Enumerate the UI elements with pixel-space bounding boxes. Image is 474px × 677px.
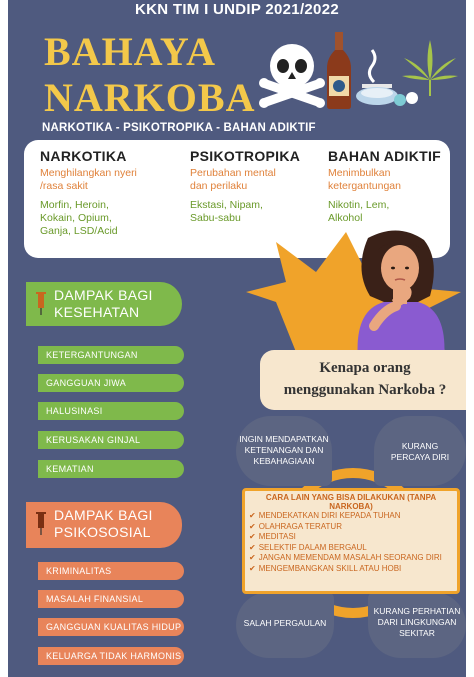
health-item: KETERGANTUNGAN: [38, 346, 184, 364]
example-line: Kokain, Opium,: [40, 212, 112, 224]
syringe-icon: [34, 290, 48, 316]
category-examples: [40, 199, 137, 238]
example-line: Sabu-sabu: [190, 212, 241, 224]
syringe-icon: [34, 510, 48, 536]
alternatives-box: [242, 488, 460, 594]
alternative-item: [249, 553, 453, 564]
alternative-item: [249, 511, 453, 522]
reason-line: KETENANGAN DAN: [244, 445, 324, 455]
title-bahaya: BAHAYA: [44, 29, 216, 74]
health-title-line2: KESEHATAN: [54, 304, 140, 320]
category-bahan-adiktif: [328, 148, 441, 225]
psychosocial-title-line2: PSIKOSOSIAL: [54, 524, 151, 540]
check-icon: ✔: [249, 553, 256, 562]
alternative-text: JANGAN MEMENDAM MASALAH SEORANG DIRI: [258, 553, 442, 562]
psychosocial-item: GANGGUAN KUALITAS HIDUP: [38, 618, 184, 636]
check-icon: ✔: [249, 521, 256, 531]
thinking-woman-illustration: [344, 230, 456, 360]
psychosocial-item: MASALAH FINANSIAL: [38, 590, 184, 608]
psychosocial-item: KELUARGA TIDAK HARMONIS: [38, 647, 184, 665]
desc-line: Menghilangkan nyeri: [40, 167, 137, 179]
desc-line: ketergantungan: [328, 180, 401, 192]
health-title-line1: DAMPAK BAGI: [54, 287, 153, 303]
alternative-text: OLAHRAGA TERATUR: [258, 521, 342, 531]
health-item: KERUSAKAN GINJAL: [38, 431, 184, 449]
category-description: [328, 167, 441, 193]
reason-bubble: [236, 592, 334, 658]
reason-line: INGIN MENDAPATKAN: [239, 434, 329, 444]
alternative-text: SELEKTIF DALAM BERGAUL: [258, 542, 367, 552]
alternative-item: [249, 522, 453, 533]
desc-line: Menimbulkan: [328, 167, 391, 179]
reason-line: PERCAYA DIRI: [390, 452, 450, 462]
why-question-banner: [260, 350, 466, 410]
why-line1: Kenapa orang: [319, 360, 411, 376]
alternative-item: [249, 532, 453, 543]
category-psikotropika: [190, 148, 300, 225]
cannabis-leaf-icon: [398, 36, 462, 100]
example-line: Ekstasi, Nipam,: [190, 199, 263, 211]
why-line2: menggunakan Narkoba ?: [283, 382, 447, 398]
example-line: Nikotin, Lem,: [328, 199, 390, 211]
category-description: [40, 167, 137, 193]
reason-line: SEKITAR: [399, 628, 435, 638]
example-line: Alkohol: [328, 212, 363, 224]
subtitle: NARKOTIKA - PSIKOTROPIKA - BAHAN ADIKTIF: [42, 122, 316, 134]
reason-bubble: [236, 416, 332, 486]
psychosocial-title-line1: DAMPAK BAGI: [54, 507, 153, 523]
reason-line: KURANG: [401, 441, 439, 451]
alternative-text: MEDITASI: [258, 532, 296, 541]
category-examples: [190, 199, 300, 225]
alternative-item: [249, 564, 453, 575]
reason-line: SALAH PERGAULAN: [243, 618, 327, 628]
skull-crossbones-icon: [258, 40, 326, 108]
desc-line: Perubahan mental: [190, 167, 276, 179]
poster: [8, 0, 466, 677]
bottle-icon: [324, 30, 354, 110]
category-heading: NARKOTIKA: [40, 148, 127, 164]
psychosocial-item: KRIMINALITAS: [38, 562, 184, 580]
category-heading: PSIKOTROPIKA: [190, 148, 301, 164]
check-icon: ✔: [249, 511, 256, 520]
reason-bubble: [374, 416, 466, 486]
example-line: Ganja, LSD/Acid: [40, 225, 118, 237]
health-impact-header: [26, 282, 182, 326]
reason-line: DARI LINGKUNGAN: [377, 617, 457, 627]
reason-line: KURANG PERHATIAN: [373, 606, 461, 616]
category-description: [190, 167, 300, 193]
health-item: HALUSINASI: [38, 402, 184, 420]
check-icon: ✔: [249, 563, 256, 573]
desc-line: dan perilaku: [190, 180, 248, 192]
example-line: Morfin, Heroin,: [40, 199, 109, 211]
check-icon: ✔: [249, 532, 256, 541]
check-icon: ✔: [249, 542, 256, 552]
alternative-text: MENDEKATKAN DIRI KEPADA TUHAN: [258, 511, 401, 520]
category-narkotika: [40, 148, 137, 238]
kkn-title: KKN TIM I UNDIP 2021/2022: [135, 1, 339, 18]
category-heading: BAHAN ADIKTIF: [328, 148, 442, 164]
alternative-item: [249, 543, 453, 554]
psychosocial-impact-header: [26, 502, 182, 548]
alternatives-title: CARA LAIN YANG BISA DILAKUKAN (TANPA NARKOBA): [265, 493, 437, 511]
title-narkoba: NARKOBA: [44, 75, 256, 120]
alternative-text: MENGEMBANGKAN SKILL ATAU HOBI: [258, 563, 402, 573]
category-examples: [328, 199, 441, 225]
reason-line: KEBAHAGIAAN: [253, 456, 315, 466]
desc-line: /rasa sakit: [40, 180, 88, 192]
health-item: GANGGUAN JIWA: [38, 374, 184, 392]
reason-bubble: [368, 592, 466, 658]
health-item: KEMATIAN: [38, 460, 184, 478]
